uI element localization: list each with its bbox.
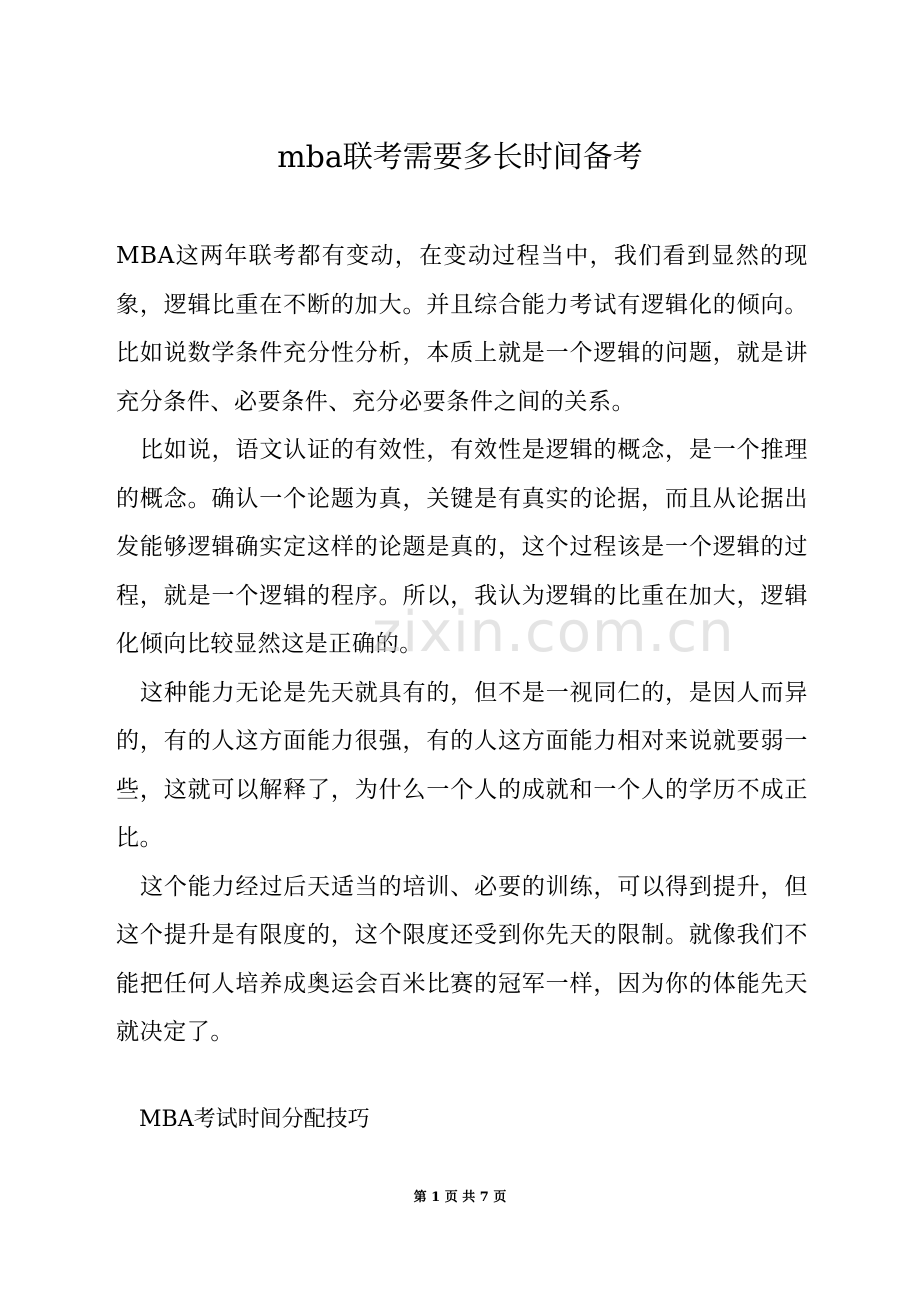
- document-title: mba联考需要多长时间备考: [277, 140, 643, 175]
- page-footer: 第 1 页 共 7 页: [413, 1190, 507, 1205]
- document-body: [116, 232, 808, 1057]
- paragraph-1: MBA这两年联考都有变动，在变动过程当中，我们看到显然的现象，逻辑比重在不断的加大。并且综合能力考试有逻辑化的倾向。比如说数学条件充分性分析，本质上就是一个逻辑的问题，就是讲充分条件、必要条件、充分必要条件之间的关系。: [116, 243, 808, 415]
- watermark: zixin.com.cn: [372, 600, 735, 665]
- paragraph-3: 这种能力无论是先天就具有的，但不是一视同仁的，是因人而异的，有的人这方面能力很强，有的人这方面能力相对来说就要弱一些，这就可以解释了，为什么一个人的成就和一个人的学历不成正比。: [116, 679, 808, 851]
- section-subheading: MBA考试时间分配技巧: [139, 1107, 370, 1132]
- paragraph-4: 这个能力经过后天适当的培训、必要的训练，可以得到提升，但这个提升是有限度的，这个限度还受到你先天的限制。就像我们不能把任何人培养成奥运会百米比赛的冠军一样，因为你的体能先天就决定了。: [116, 873, 808, 1045]
- paragraph-2: 比如说，语文认证的有效性，有效性是逻辑的概念，是一个推理的概念。确认一个论题为真，关键是有真实的论据，而且从论据出发能够逻辑确实定这样的论题是真的，这个过程该是一个逻辑的过程，就是一个逻辑的程序。所以，我认为逻辑的比重在加大，逻辑化倾向比较显然这是正确的。: [116, 437, 808, 657]
